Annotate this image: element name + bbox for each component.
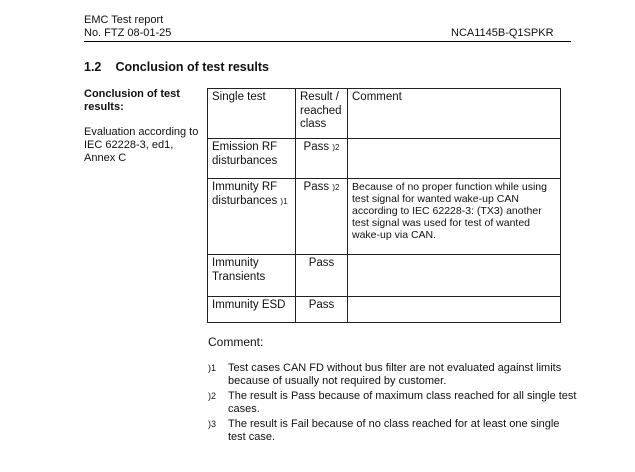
header-result: Result / reached class xyxy=(296,89,348,139)
cell-result xyxy=(296,297,348,323)
cell-comment: Because of no proper function while using test signal for wanted wake-up CAN according to IEC 62228-3: (TX3) another test signal was used for test of wanted wake-up via CAN. xyxy=(348,179,561,255)
section-title: Conclusion of test results xyxy=(115,60,269,74)
report-number: No. FTZ 08-01-25 xyxy=(84,27,172,39)
section-number: 1.2 xyxy=(84,60,102,74)
cell-test xyxy=(208,297,296,323)
test-name: Immunity RF disturbances xyxy=(212,181,278,207)
test-name: Emission RF disturbances xyxy=(212,141,278,167)
result-value: Pass xyxy=(303,141,330,153)
footnote-text: The result is Pass because of maximum class reached for all single test cases. xyxy=(228,390,577,415)
footnote-mark: )2 xyxy=(332,143,340,152)
footnote xyxy=(208,418,578,444)
footnote-mark: )3 xyxy=(208,419,217,429)
result-value: Pass xyxy=(303,181,330,193)
document-id: NCA1145B-Q1SPKR xyxy=(451,27,554,39)
section-heading xyxy=(84,60,269,74)
footnote-mark: )2 xyxy=(208,391,217,401)
test-name: Immunity ESD xyxy=(212,299,286,311)
cell-test xyxy=(208,139,296,179)
conclusion-label: Conclusion of test results: xyxy=(84,88,180,113)
table-row xyxy=(208,255,561,297)
table-row xyxy=(208,139,561,179)
cell-result xyxy=(296,179,348,255)
header-comment: Comment xyxy=(348,89,561,139)
cell-test xyxy=(208,255,296,297)
header-single-test: Single test xyxy=(208,89,296,139)
report-header xyxy=(84,14,171,40)
cell-test xyxy=(208,179,296,255)
footnote-mark: )1 xyxy=(208,363,217,373)
cell-result xyxy=(296,139,348,179)
footnote-text: The result is Fail because of no class reached for at least one single test case. xyxy=(228,418,560,443)
evaluation-text: Evaluation according to IEC 62228-3, ed1, Annex C xyxy=(84,126,199,164)
footnote-mark: )2 xyxy=(332,183,340,192)
table-row xyxy=(208,297,561,323)
cell-comment xyxy=(348,297,561,323)
footnotes xyxy=(208,362,578,446)
result-value: Pass xyxy=(308,299,335,311)
footnote-mark: )1 xyxy=(280,196,288,206)
cell-comment xyxy=(348,255,561,297)
header-divider xyxy=(84,41,571,42)
cell-result xyxy=(296,255,348,297)
footnote xyxy=(208,390,578,416)
results-table xyxy=(207,88,561,323)
table-row xyxy=(208,179,561,255)
result-value: Pass xyxy=(308,257,335,269)
cell-comment xyxy=(348,139,561,179)
footnote-text: Test cases CAN FD without bus filter are not evaluated against limits because of usually not required by customer. xyxy=(228,362,562,387)
footnote xyxy=(208,362,578,388)
report-title: EMC Test report xyxy=(84,14,164,26)
test-name: Immunity Transients xyxy=(212,257,266,283)
comment-title: Comment: xyxy=(208,335,264,349)
table-header-row xyxy=(208,89,561,139)
